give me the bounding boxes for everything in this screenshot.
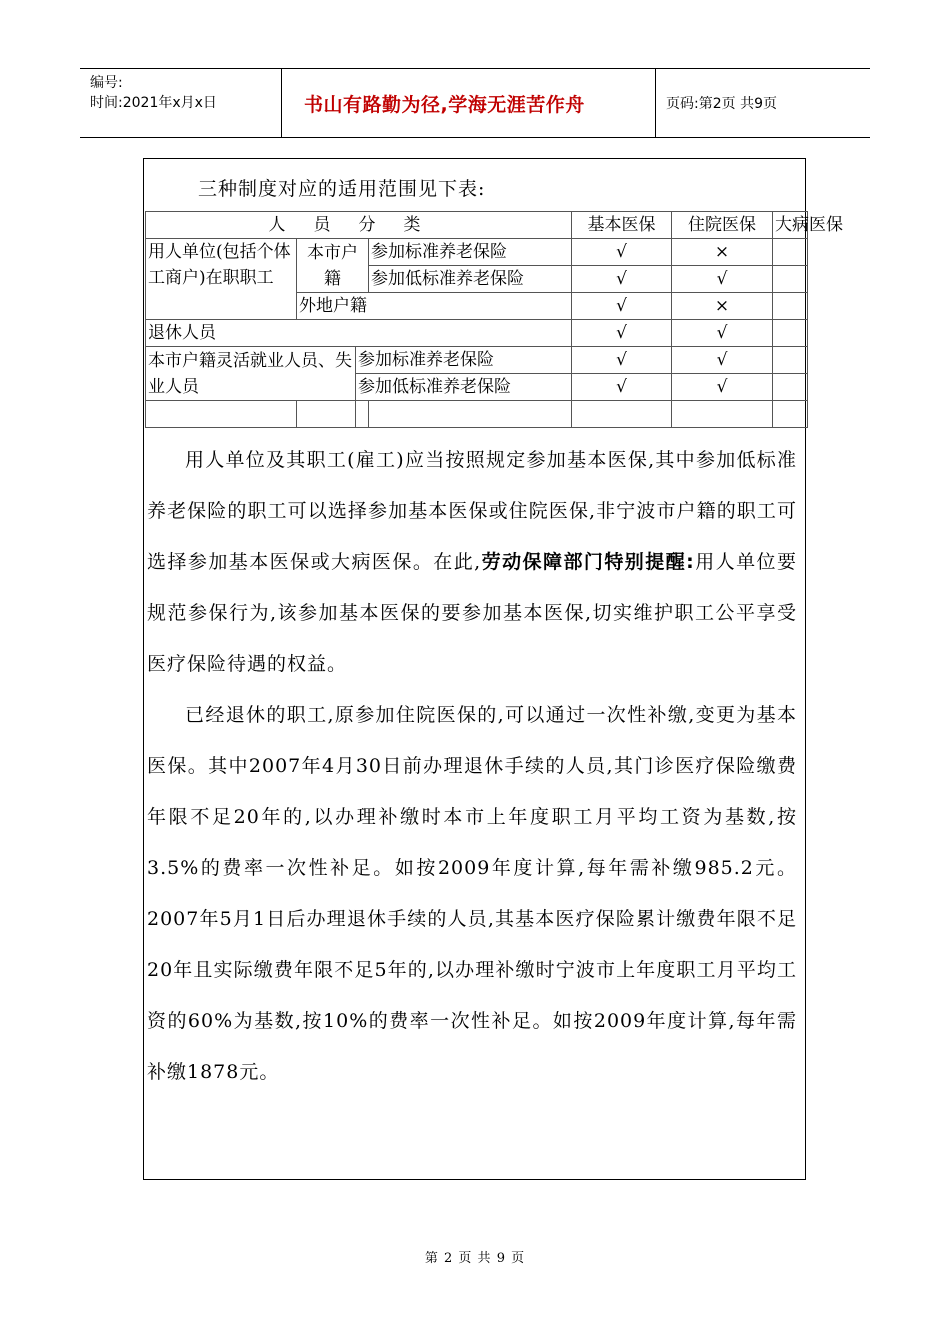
- standard-pension-cell: 参加标准养老保险: [369, 239, 572, 266]
- empty-cell: [297, 401, 356, 428]
- number-label: 编号:: [90, 75, 123, 91]
- motto: 书山有路勤为径,学海无涯苦作舟: [282, 69, 656, 137]
- paragraph-text: 用人单位及其职工(雇工)应当按照规定参加基本医保,其中参加低标准养老保险的职工可以选择参加基本医保或住院医保,非宁波市户籍的职工可选择参加基本医保或大病医保。在此,: [147, 449, 797, 573]
- header-critical: 大病医保: [773, 212, 808, 239]
- empty-cell: [773, 266, 808, 293]
- body-text: [147, 435, 797, 1098]
- header-hospital: 住院医保: [672, 212, 773, 239]
- mark-cell: √: [672, 266, 773, 293]
- paragraph: 已经退休的职工,原参加住院医保的,可以通过一次性补缴,变更为基本医保。其中2007年4月30日前办理退休手续的人员,其门诊医疗保险缴费年限不足20年的,以办理补缴时本市上年度职工月平均工资为基数,按3.5%的费率一次性补足。如按2009年度计算,每年需补缴985.2元。2007年5月1日后办理退休手续的人员,其基本医疗保险累计缴费年限不足20年且实际缴费年限不足5年的,以办理补缴时宁波市上年度职工月平均工资的60%为基数,按10%的费率一次性补足。如按2009年度计算,每年需补缴1878元。: [147, 704, 797, 1083]
- header-category: 人员分类: [146, 212, 572, 239]
- page-footer: 第 2 页 共 9 页: [424, 1251, 526, 1266]
- empty-cell: [773, 320, 808, 347]
- empty-cell: [773, 239, 808, 266]
- employer-group-cell: 用人单位(包括个体工商户)在职职工: [146, 239, 297, 320]
- page-header: [80, 68, 870, 138]
- empty-cell: [773, 347, 808, 374]
- flexible-group-cell: 本市户籍灵活就业人员、失业人员: [146, 347, 356, 401]
- paragraph: [147, 435, 797, 690]
- empty-cell: [572, 401, 672, 428]
- intro-line: 三种制度对应的适用范围见下表:: [198, 178, 486, 200]
- empty-cell: [773, 374, 808, 401]
- mark-cell: √: [672, 320, 773, 347]
- table-row: [146, 347, 808, 374]
- mark-cell: √: [572, 374, 672, 401]
- standard-pension-cell: 参加标准养老保险: [356, 347, 572, 374]
- table-row: [146, 239, 808, 266]
- mark-cell: √: [572, 293, 672, 320]
- mark-cell: √: [572, 266, 672, 293]
- emphasis-text: 劳动保障部门特别提醒:: [481, 551, 695, 573]
- empty-cell: [356, 401, 369, 428]
- page-info: 页码:第2页 共9页: [666, 96, 777, 112]
- empty-cell: [146, 401, 297, 428]
- mark-cell: √: [672, 374, 773, 401]
- table-row: [146, 401, 808, 428]
- mark-cell: √: [572, 239, 672, 266]
- mark-cell: √: [572, 320, 672, 347]
- header-meta: [80, 69, 282, 137]
- retired-cell: 退休人员: [146, 320, 572, 347]
- mark-cell: ×: [672, 293, 773, 320]
- mark-cell: √: [672, 347, 773, 374]
- header-basic: 基本医保: [572, 212, 672, 239]
- low-pension-cell: 参加低标准养老保险: [356, 374, 572, 401]
- scope-table: [145, 211, 843, 428]
- local-hukou-cell: 本市户籍: [297, 239, 369, 293]
- mark-cell: ×: [672, 239, 773, 266]
- table-row: [146, 212, 808, 239]
- empty-cell: [773, 293, 808, 320]
- nonlocal-hukou-cell: 外地户籍: [297, 293, 572, 320]
- empty-cell: [369, 401, 572, 428]
- table-row: [146, 320, 808, 347]
- paragraph-text: 用人单位要规范参保行为,该参加基本医保的要参加基本医保,切实维护职工公平享受医疗保险待遇的权益。: [147, 551, 797, 675]
- empty-cell: [773, 401, 808, 428]
- mark-cell: √: [572, 347, 672, 374]
- empty-cell: [672, 401, 773, 428]
- low-pension-cell: 参加低标准养老保险: [369, 266, 572, 293]
- date-label: 时间:2021年x月x日: [90, 95, 217, 111]
